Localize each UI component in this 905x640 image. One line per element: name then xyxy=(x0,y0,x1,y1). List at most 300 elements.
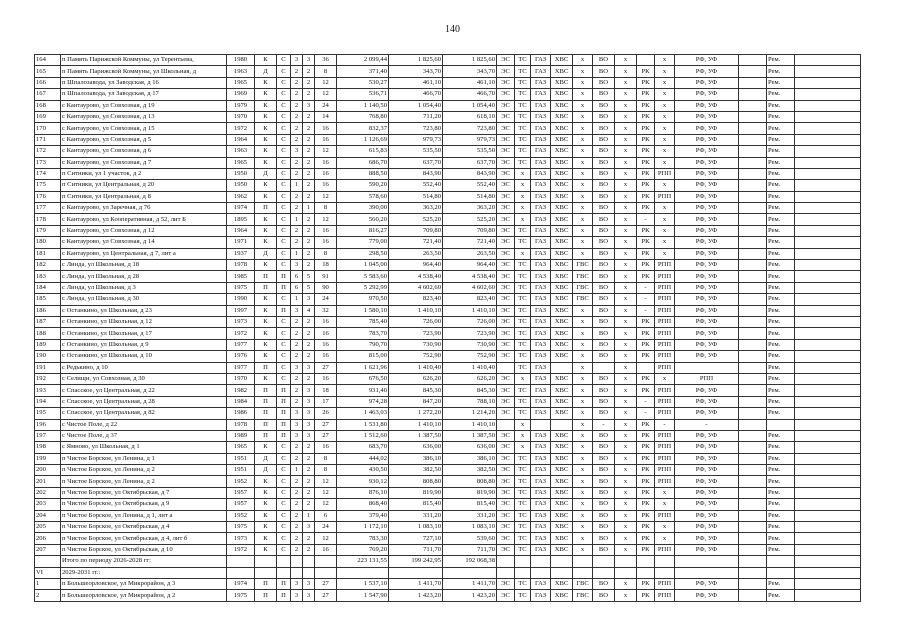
table-cell: х xyxy=(655,66,675,77)
table-cell: п Чистое Борское, ул Октябрьская, д 4, лит б xyxy=(61,533,227,544)
table-cell: 27 xyxy=(315,419,337,430)
table-cell: ХВС xyxy=(551,294,573,305)
table-cell: ГАЗ xyxy=(531,111,551,122)
table-cell xyxy=(795,77,861,88)
table-cell xyxy=(35,556,61,567)
table-cell: х xyxy=(655,100,675,111)
table-cell: К xyxy=(255,134,277,145)
table-cell: с Кантаурово, ул Центральная, д 7, лит а xyxy=(61,248,227,259)
table-cell: РК xyxy=(637,66,655,77)
table-cell: 2 xyxy=(303,180,315,191)
table-row xyxy=(35,89,861,100)
table-cell: К xyxy=(255,476,277,487)
table-cell xyxy=(739,499,767,510)
table-cell: 180 xyxy=(35,237,61,248)
table-cell: х xyxy=(615,89,637,100)
table-cell xyxy=(497,362,515,373)
table-cell: 3 xyxy=(303,294,315,305)
table-cell xyxy=(795,203,861,214)
table-cell: 1937 xyxy=(227,248,255,259)
table-cell: ЭС xyxy=(497,66,515,77)
table-cell: РК xyxy=(637,590,655,601)
table-cell: С xyxy=(277,157,291,168)
table-cell: 2 xyxy=(303,123,315,134)
table-cell: х xyxy=(615,77,637,88)
table-cell: РФ, УФ xyxy=(675,203,739,214)
table-cell: РФ, УФ xyxy=(675,408,739,419)
table-cell: П xyxy=(255,282,277,293)
table-cell: 1 547,90 xyxy=(337,590,389,601)
table-cell: ГАЗ xyxy=(531,271,551,282)
table-cell xyxy=(767,556,795,567)
table-cell: К xyxy=(255,225,277,236)
table-cell: 2 xyxy=(291,89,303,100)
table-cell: х xyxy=(573,339,593,350)
table-row xyxy=(35,351,861,362)
table-cell: Рем. xyxy=(767,123,795,134)
table-row xyxy=(35,533,861,544)
table-cell: 8 xyxy=(315,203,337,214)
table-cell: х xyxy=(615,123,637,134)
table-cell: К xyxy=(255,55,277,66)
table-cell: х xyxy=(615,465,637,476)
table-cell: Д xyxy=(255,66,277,77)
table-cell: С xyxy=(277,55,291,66)
table-cell: 189 xyxy=(35,339,61,350)
table-cell: РПП xyxy=(655,510,675,521)
table-cell: 723,90 xyxy=(389,328,443,339)
table-cell: Рем. xyxy=(767,373,795,384)
table-cell xyxy=(277,567,291,578)
table-cell: ЭС xyxy=(497,157,515,168)
table-cell: ГАЗ xyxy=(531,510,551,521)
table-row xyxy=(35,146,861,157)
table-cell xyxy=(739,214,767,225)
table-cell: 2 xyxy=(291,396,303,407)
table-cell xyxy=(593,362,615,373)
table-cell: ЭС xyxy=(497,487,515,498)
table-cell: 187 xyxy=(35,316,61,327)
table-cell: х xyxy=(615,453,637,464)
table-cell: 1 387,50 xyxy=(443,430,497,441)
table-cell: ГАЗ xyxy=(531,282,551,293)
table-row xyxy=(35,225,861,236)
table-row xyxy=(35,510,861,521)
table-cell: 430,50 xyxy=(337,465,389,476)
table-cell xyxy=(739,430,767,441)
table-cell: х xyxy=(573,522,593,533)
table-cell: 3 xyxy=(291,419,303,430)
table-cell: ЭС xyxy=(497,442,515,453)
table-row xyxy=(35,556,861,567)
table-cell: РК xyxy=(637,351,655,362)
table-row xyxy=(35,180,861,191)
table-row xyxy=(35,430,861,441)
table-cell: 1985 xyxy=(227,271,255,282)
table-cell: 12 xyxy=(315,499,337,510)
table-cell: х xyxy=(655,533,675,544)
table-cell: 173 xyxy=(35,157,61,168)
table-cell: 2 xyxy=(303,89,315,100)
table-cell xyxy=(795,225,861,236)
table-cell: х xyxy=(515,430,531,441)
table-cell: х xyxy=(515,203,531,214)
table-cell: Рем. xyxy=(767,146,795,157)
table-cell: ГАЗ xyxy=(531,408,551,419)
table-cell: РПП xyxy=(655,453,675,464)
table-cell: ТС xyxy=(515,225,531,236)
table-cell: х xyxy=(573,385,593,396)
table-cell xyxy=(739,442,767,453)
table-cell: х xyxy=(615,248,637,259)
table-cell: ВО xyxy=(593,453,615,464)
table-cell: 174 xyxy=(35,168,61,179)
table-cell: ВО xyxy=(593,271,615,282)
table-cell: 2 xyxy=(303,499,315,510)
table-cell: 2 xyxy=(291,385,303,396)
table-cell: ХВС xyxy=(551,316,573,327)
table-cell: 636,00 xyxy=(389,442,443,453)
table-cell: РК xyxy=(637,419,655,430)
table-cell: 363,20 xyxy=(443,203,497,214)
table-cell: ВО xyxy=(593,214,615,225)
table-cell: 1979 xyxy=(227,100,255,111)
table-row xyxy=(35,123,861,134)
table-cell: 2 xyxy=(291,328,303,339)
table-cell: К xyxy=(255,294,277,305)
table-cell: Рем. xyxy=(767,544,795,555)
table-cell: 371,40 xyxy=(337,66,389,77)
table-cell: К xyxy=(255,487,277,498)
table-cell: х xyxy=(615,55,637,66)
table-row xyxy=(35,100,861,111)
table-cell xyxy=(795,111,861,122)
table-cell: 4 xyxy=(303,305,315,316)
table-cell xyxy=(739,77,767,88)
table-cell: 2 xyxy=(291,168,303,179)
table-cell: 752,90 xyxy=(389,351,443,362)
table-cell: 2 xyxy=(303,442,315,453)
table-cell: Рем. xyxy=(767,339,795,350)
table-cell: 169 xyxy=(35,111,61,122)
table-cell xyxy=(795,55,861,66)
table-cell: 3 xyxy=(291,146,303,157)
table-cell: 888,50 xyxy=(337,168,389,179)
table-cell: С xyxy=(277,89,291,100)
table-cell: ГАЗ xyxy=(531,373,551,384)
table-cell: РФ, УФ xyxy=(675,55,739,66)
table-cell: ЭС xyxy=(497,373,515,384)
table-cell: х xyxy=(615,294,637,305)
table-cell: п Чистое Борское, ул Октябрьская, д 7 xyxy=(61,487,227,498)
table-cell: 730,90 xyxy=(443,339,497,350)
table-cell: С xyxy=(277,100,291,111)
table-cell: РК xyxy=(637,225,655,236)
table-cell: ГАЗ xyxy=(531,396,551,407)
table-cell: С xyxy=(277,316,291,327)
table-cell: х xyxy=(615,385,637,396)
table-cell: РФ, УФ xyxy=(675,191,739,202)
table-cell: х xyxy=(615,168,637,179)
table-cell xyxy=(337,567,389,578)
table-cell: РФ, УФ xyxy=(675,316,739,327)
table-cell: 768,80 xyxy=(337,111,389,122)
table-cell: 200 xyxy=(35,465,61,476)
table-cell: х xyxy=(573,77,593,88)
table-cell: ЭС xyxy=(497,146,515,157)
table-cell: РК xyxy=(637,442,655,453)
table-cell: П xyxy=(255,578,277,589)
table-cell: К xyxy=(255,180,277,191)
table-cell: 3 xyxy=(303,385,315,396)
table-cell: х xyxy=(655,373,675,384)
table-cell: 1 xyxy=(291,248,303,259)
table-cell: 808,80 xyxy=(389,476,443,487)
table-cell: х xyxy=(615,237,637,248)
table-cell: 1 xyxy=(35,578,61,589)
table-cell: ГАЗ xyxy=(531,578,551,589)
table-cell xyxy=(795,180,861,191)
table-row xyxy=(35,419,861,430)
table-cell: П xyxy=(277,271,291,282)
table-cell: 709,80 xyxy=(389,225,443,236)
table-cell: РПП xyxy=(655,430,675,441)
table-cell: К xyxy=(255,111,277,122)
table-cell: РК xyxy=(637,578,655,589)
table-cell: х xyxy=(615,339,637,350)
table-cell: ЭС xyxy=(497,533,515,544)
table-cell: х xyxy=(615,180,637,191)
table-cell: ГАЗ xyxy=(531,66,551,77)
table-cell: ВО xyxy=(593,55,615,66)
table-cell: х xyxy=(573,533,593,544)
table-cell: 178 xyxy=(35,214,61,225)
table-cell: РПП xyxy=(655,339,675,350)
table-cell: РФ, УФ xyxy=(675,237,739,248)
table-cell: ХВС xyxy=(551,578,573,589)
table-cell: 172 xyxy=(35,146,61,157)
table-cell: х xyxy=(573,134,593,145)
table-cell: К xyxy=(255,499,277,510)
table-row xyxy=(35,55,861,66)
table-cell: 3 xyxy=(303,430,315,441)
table-cell: РПП xyxy=(655,590,675,601)
table-cell: Рем. xyxy=(767,316,795,327)
table-cell: ТС xyxy=(515,499,531,510)
table-cell: Рем. xyxy=(767,157,795,168)
table-cell: РК xyxy=(637,123,655,134)
table-cell xyxy=(531,419,551,430)
table-cell: 2 xyxy=(291,316,303,327)
table-cell: РФ, УФ xyxy=(675,180,739,191)
table-cell xyxy=(739,146,767,157)
table-cell: 721,40 xyxy=(389,237,443,248)
table-cell: 2 xyxy=(291,157,303,168)
table-cell: 1973 xyxy=(227,533,255,544)
table-cell: С xyxy=(277,248,291,259)
table-cell: 2 xyxy=(303,168,315,179)
table-cell: 815,00 xyxy=(337,351,389,362)
table-cell: РК xyxy=(637,248,655,259)
table-cell: 386,10 xyxy=(443,453,497,464)
table-cell: К xyxy=(255,157,277,168)
table-cell xyxy=(739,134,767,145)
table-cell: К xyxy=(255,316,277,327)
table-cell xyxy=(795,328,861,339)
table-row xyxy=(35,134,861,145)
table-cell: х xyxy=(515,180,531,191)
table-cell: РФ, УФ xyxy=(675,510,739,521)
table-cell: ВО xyxy=(593,100,615,111)
table-cell: ХВС xyxy=(551,476,573,487)
table-cell: 1989 xyxy=(227,430,255,441)
table-cell: РПП xyxy=(655,544,675,555)
table-cell: ЭС xyxy=(497,578,515,589)
table-cell: ХВС xyxy=(551,168,573,179)
table-cell xyxy=(739,396,767,407)
table-row xyxy=(35,214,861,225)
table-cell xyxy=(795,168,861,179)
table-cell: РК xyxy=(637,385,655,396)
table-cell xyxy=(739,282,767,293)
table-cell: 16 xyxy=(315,544,337,555)
table-cell: РК xyxy=(637,453,655,464)
table-cell: х xyxy=(573,225,593,236)
table-cell: х xyxy=(655,499,675,510)
table-cell: Рем. xyxy=(767,294,795,305)
table-cell: С xyxy=(277,237,291,248)
table-cell: Рем. xyxy=(767,430,795,441)
table-cell xyxy=(675,362,739,373)
table-cell xyxy=(739,294,767,305)
table-cell: К xyxy=(255,510,277,521)
table-cell: РФ, УФ xyxy=(675,578,739,589)
table-cell: ГАЗ xyxy=(531,351,551,362)
table-cell xyxy=(573,567,593,578)
table-cell: с Спасское, ул Центральная, д 22 xyxy=(61,385,227,396)
table-cell: ВО xyxy=(593,578,615,589)
table-cell: с Кантаурово, ул Совхозная, д 6 xyxy=(61,146,227,157)
table-cell: РФ, УФ xyxy=(675,328,739,339)
table-cell: с Кантаурово, ул Кооперативная, д 52, лит Б xyxy=(61,214,227,225)
table-cell xyxy=(593,567,615,578)
table-cell: 2 xyxy=(303,544,315,555)
table-cell: ХВС xyxy=(551,533,573,544)
table-cell: Рем. xyxy=(767,225,795,236)
table-cell: 6 xyxy=(315,510,337,521)
table-cell: С xyxy=(277,111,291,122)
table-cell: х xyxy=(615,282,637,293)
table-cell: 6 xyxy=(291,271,303,282)
table-cell: К xyxy=(255,146,277,157)
table-cell xyxy=(551,362,573,373)
table-cell: П xyxy=(277,305,291,316)
table-cell: ГАЗ xyxy=(531,533,551,544)
table-cell: К xyxy=(255,544,277,555)
table-cell: 201 xyxy=(35,476,61,487)
table-cell: ХВС xyxy=(551,100,573,111)
table-cell: 263,50 xyxy=(389,248,443,259)
table-cell: 2 xyxy=(291,373,303,384)
table-cell: РФ, УФ xyxy=(675,533,739,544)
table-cell: 1 423,20 xyxy=(389,590,443,601)
table-cell: 190 xyxy=(35,351,61,362)
table-cell: ЭС xyxy=(497,544,515,555)
table-cell: 2 xyxy=(291,339,303,350)
table-cell: ХВС xyxy=(551,373,573,384)
table-cell: х xyxy=(573,487,593,498)
table-cell xyxy=(739,111,767,122)
table-cell: 3 xyxy=(303,522,315,533)
table-cell: х xyxy=(615,146,637,157)
table-cell: 2 xyxy=(303,260,315,271)
table-cell: х xyxy=(615,544,637,555)
table-cell: РФ, УФ xyxy=(675,111,739,122)
table-cell: 1 126,69 xyxy=(337,134,389,145)
table-cell xyxy=(303,567,315,578)
table-cell: ЭС xyxy=(497,260,515,271)
table-row xyxy=(35,396,861,407)
table-cell: 4 602,60 xyxy=(389,282,443,293)
table-cell: 192 068,38 xyxy=(443,556,497,567)
table-cell: 845,30 xyxy=(389,385,443,396)
table-cell: 514,80 xyxy=(443,191,497,202)
table-cell: 1964 xyxy=(227,134,255,145)
table-cell: 637,70 xyxy=(443,157,497,168)
table-cell: РК xyxy=(637,465,655,476)
table-cell: 552,40 xyxy=(389,180,443,191)
table-cell: с Линда, ул Школьная, д 30 xyxy=(61,294,227,305)
table-cell: п Чистое Борское, ул Ленина, д 1 xyxy=(61,453,227,464)
table-cell: ВО xyxy=(593,385,615,396)
table-cell: 90 xyxy=(315,282,337,293)
table-cell: ЭС xyxy=(497,465,515,476)
table-cell: ГАЗ xyxy=(531,499,551,510)
table-cell: РК xyxy=(637,237,655,248)
table-cell: х xyxy=(573,214,593,225)
table-cell: 27 xyxy=(315,362,337,373)
table-row xyxy=(35,476,861,487)
table-cell: ТС xyxy=(515,89,531,100)
table-cell: П xyxy=(277,282,291,293)
table-cell: 783,30 xyxy=(337,533,389,544)
table-cell: 193 xyxy=(35,385,61,396)
table-cell xyxy=(739,476,767,487)
table-cell: 683,70 xyxy=(337,442,389,453)
table-cell: 1950 xyxy=(227,180,255,191)
table-cell: ТС xyxy=(515,123,531,134)
table-cell xyxy=(795,339,861,350)
table-cell: С xyxy=(277,123,291,134)
table-cell xyxy=(795,590,861,601)
table-cell: ТС xyxy=(515,328,531,339)
table-cell xyxy=(739,66,767,77)
table-row xyxy=(35,499,861,510)
table-cell: 3 xyxy=(291,430,303,441)
table-cell: 1 410,40 xyxy=(389,362,443,373)
table-cell: х xyxy=(515,373,531,384)
table-cell: 12 xyxy=(315,191,337,202)
table-cell: 1 045,00 xyxy=(337,260,389,271)
table-cell: 1980 xyxy=(227,55,255,66)
table-cell: 182 xyxy=(35,260,61,271)
table-cell: ТС xyxy=(515,351,531,362)
table-cell xyxy=(739,328,767,339)
table-cell: 390,00 xyxy=(337,203,389,214)
table-cell: РК xyxy=(637,328,655,339)
table-cell: ГАЗ xyxy=(531,362,551,373)
table-cell: ХВС xyxy=(551,111,573,122)
